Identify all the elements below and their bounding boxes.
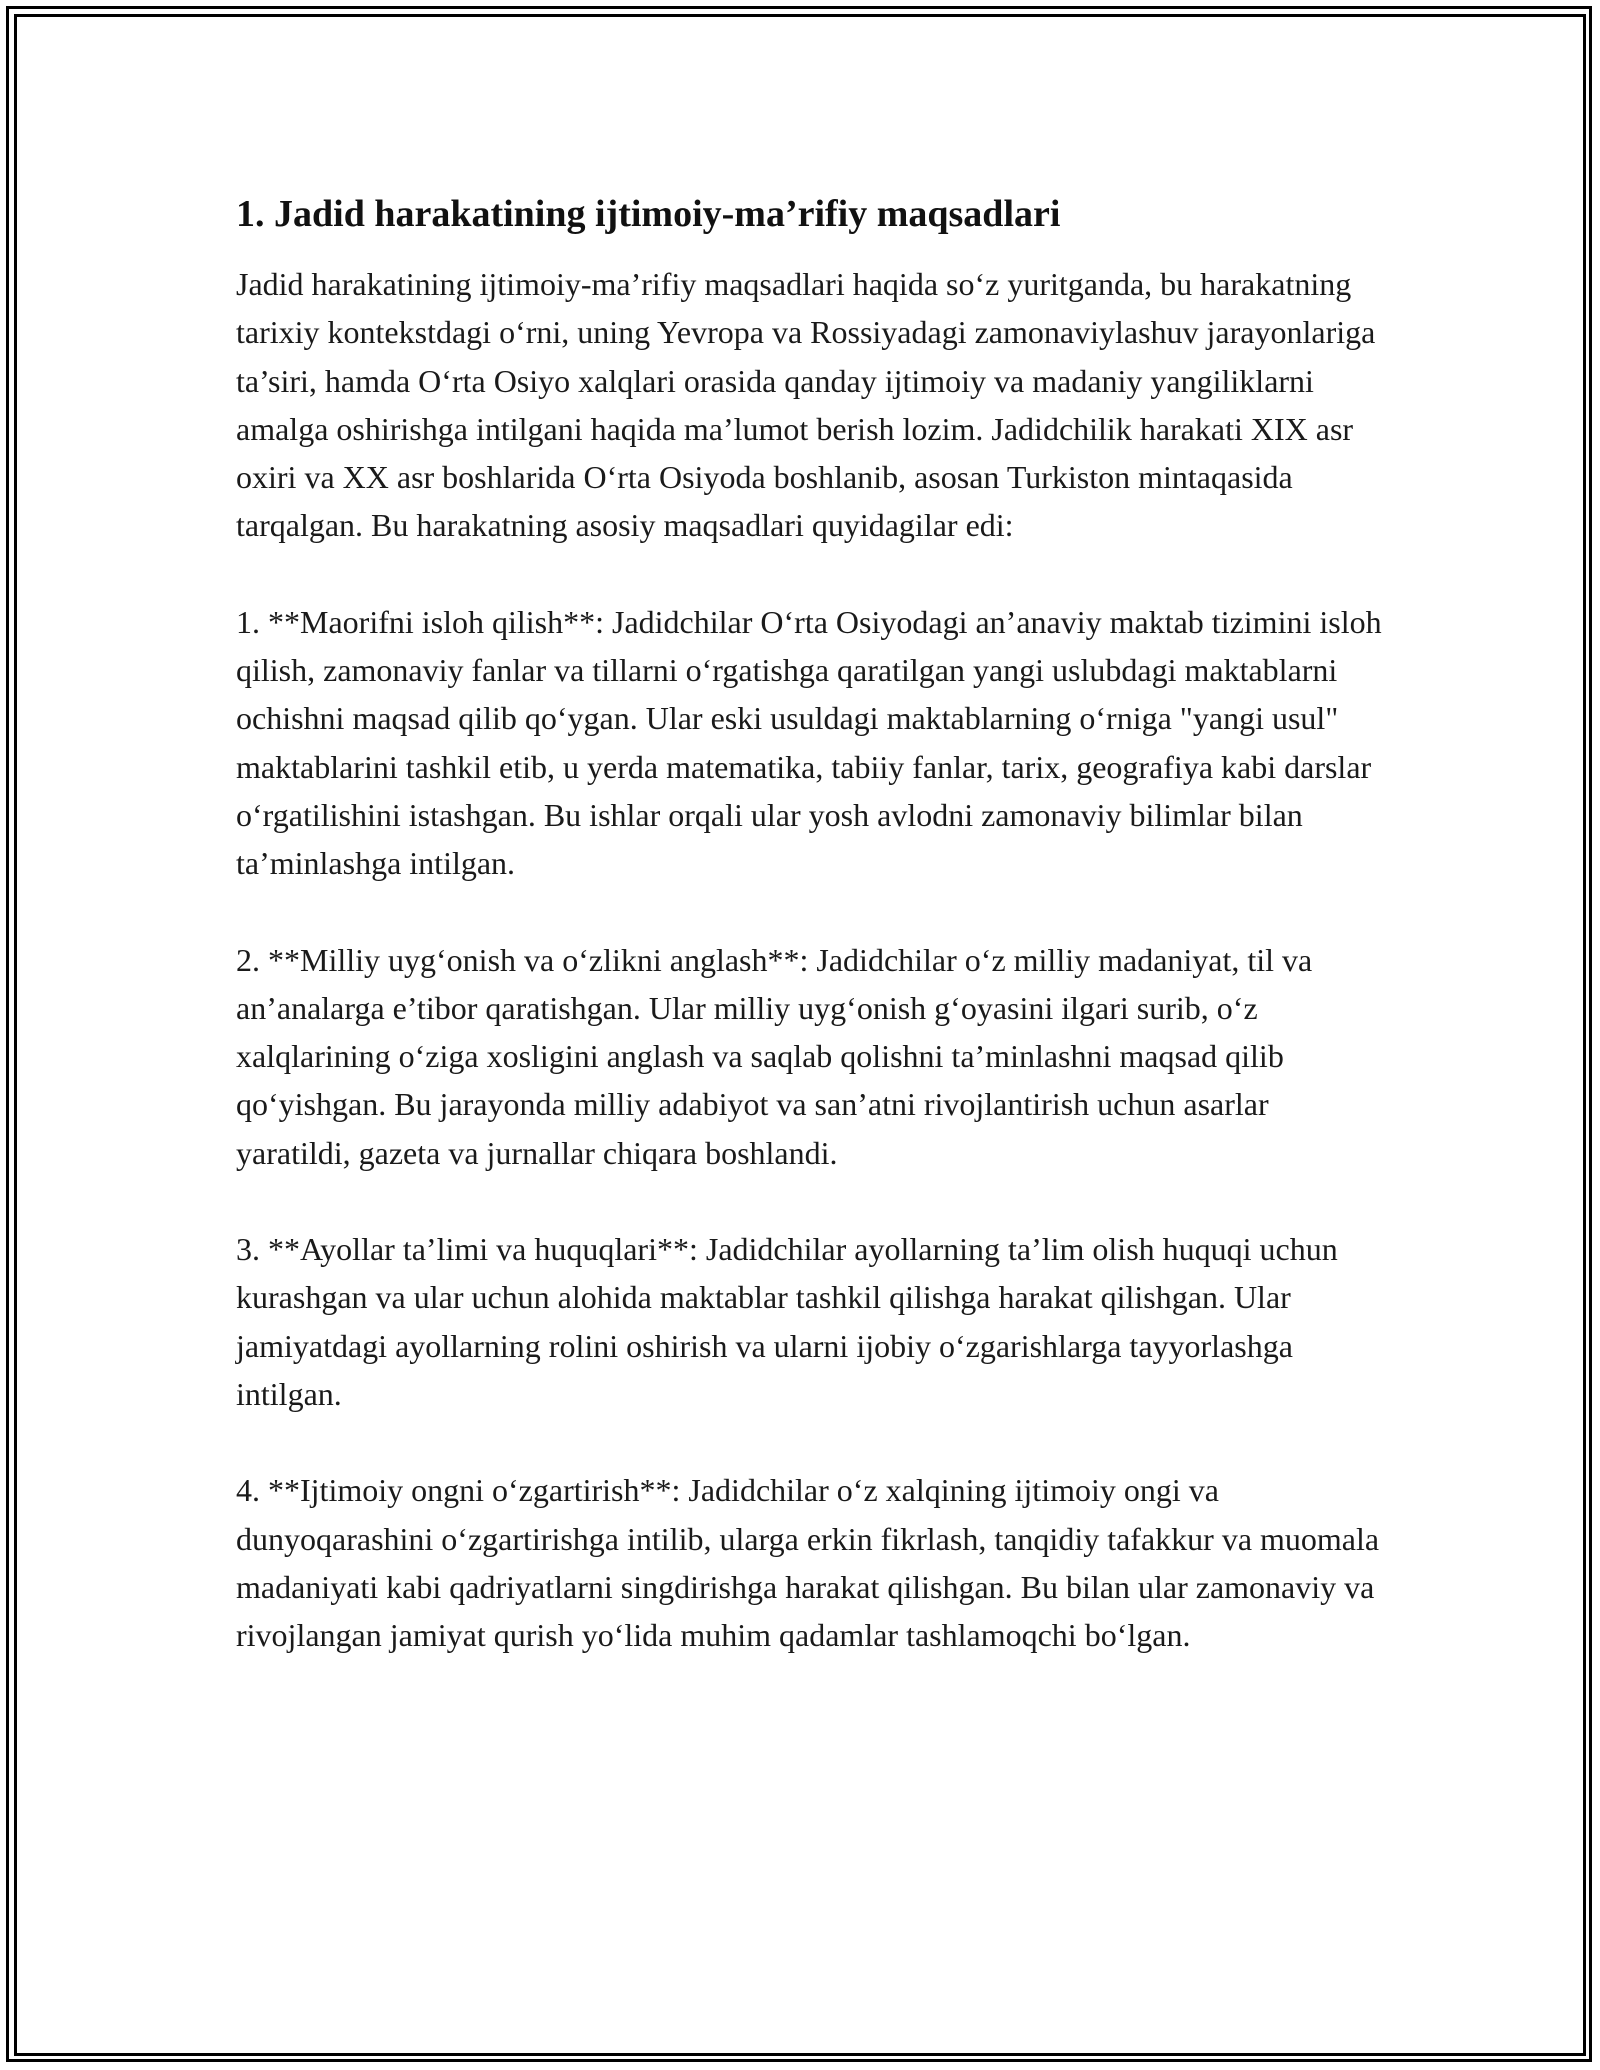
list-item-social-consciousness: 4. **Ijtimoiy ongni o‘zgartirish**: Jadidchilar o‘z xalqining ijtimoiy ongi va dunyoqarashini o‘zgartirishga intilib, ularga erkin fikrlash, tanqidiy tafakkur va muomala madaniyati kabi qadriyatlarni singdirishga harakat qilishgan. Bu bilan ular zamonaviy va rivojlangan jamiyat qurish yo‘lida muhim qadamlar tashlamoqchi bo‘lgan. [236,1472,1380,1654]
section-heading: 1. Jadid harakatining ijtimoiy-ma’rifiy maqsadlari [236,193,1061,235]
document-body [236,186,1386,1707]
list-item-education-reform: 1. **Maorifni isloh qilish**: Jadidchilar O‘rta Osiyodagi an’anaviy maktab tizimini isloh qilish, zamonaviy fanlar va tillarni o‘rgatishga qaratilgan yangi uslubdagi maktablarni ochishni maqsad qilib qo‘ygan. Ular eski usuldagi maktablarning o‘rniga "yangi usul" maktablarini tashkil etib, u yerda matematika, tabiiy fanlar, tarix, geografiya kabi darslar o‘rgatilishini istashgan. Bu ishlar orqali ular yosh avlodni zamonaviy bilimlar bilan ta’minlashga intilgan. [236,603,1382,882]
list-item-women-education: 3. **Ayollar ta’limi va huquqlari**: Jadidchilar ayollarning ta’lim olish huquqi uchun kurashgan va ular uchun alohida maktablar tashkil qilishga harakat qilishgan. Ular jamiyatdagi ayollarning rolini oshirish va ularni ijobiy o‘zgarishlarga tayyorlashga intilgan. [236,1231,1338,1412]
list-item-national-awakening: 2. **Milliy uyg‘onish va o‘zlikni anglash**: Jadidchilar o‘z milliy madaniyat, til va an’analarga e’tibor qaratishgan. Ular milliy uyg‘onish g‘oyasini ilgari surib, o‘z xalqlarining o‘ziga xosligini anglash va saqlab qolishni ta’minlashni maqsad qilib qo‘yishgan. Bu jarayonda milliy adabiyot va san’atni rivojlantirish uchun asarlar yaratildi, gazeta va jurnallar chiqara boshlandi. [236,941,1313,1171]
intro-paragraph: Jadid harakatining ijtimoiy-ma’rifiy maqsadlari haqida so‘z yuritganda, bu harakatning tarixiy kontekstdagi o‘rni, uning Yevropa va Rossiyadagi zamonaviylashuv jarayonlariga ta’siri, hamda O‘rta Osiyo xalqlari orasida qanday ijtimoiy va madaniy yangiliklarni amalga oshirishga intilgani haqida ma’lumot berish lozim. Jadidchilik harakati XIX asr oxiri va XX asr boshlarida O‘rta Osiyoda boshlanib, asosan Turkiston mintaqasida tarqalgan. Bu harakatning asosiy maqsadlari quyidagilar edi: [236,266,1376,544]
